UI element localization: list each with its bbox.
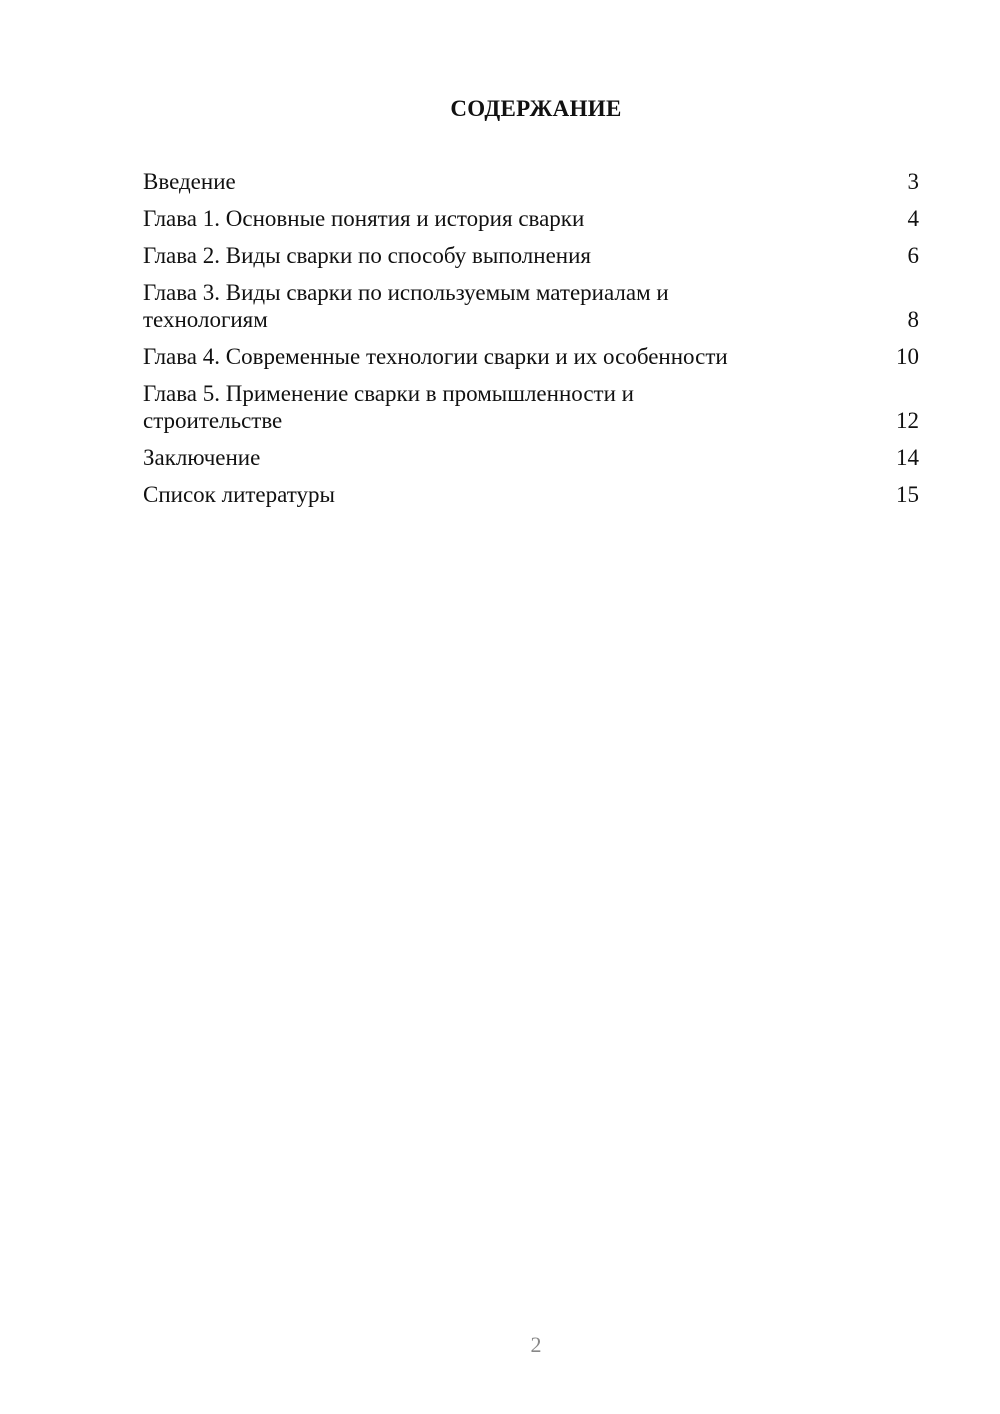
toc-entry-page: 10 <box>896 344 919 369</box>
toc-entry-references[interactable] <box>143 481 919 508</box>
toc-entry-label: Список литературы <box>143 482 335 507</box>
toc-entry-label: Глава 3. Виды сварки по используемым материалам и технологиям <box>143 280 669 332</box>
toc-entry-page: 12 <box>896 408 919 433</box>
toc-entry-chapter-5[interactable] <box>143 380 919 434</box>
toc-entry-conclusion[interactable] <box>143 444 919 471</box>
toc-entry-label: Глава 4. Современные технологии сварки и их особенности <box>143 344 728 369</box>
toc-entry-page: 3 <box>907 169 919 194</box>
table-of-contents <box>143 168 919 518</box>
toc-entry-label: Заключение <box>143 445 261 470</box>
toc-entry-introduction[interactable] <box>143 168 919 195</box>
toc-entry-chapter-4[interactable] <box>143 343 919 370</box>
toc-entry-label: Глава 1. Основные понятия и история сварки <box>143 206 585 231</box>
toc-entry-chapter-1[interactable] <box>143 205 919 232</box>
page-number: 2 <box>530 1332 542 1357</box>
toc-entry-chapter-3[interactable] <box>143 279 919 333</box>
toc-entry-page: 15 <box>896 482 919 507</box>
page-title: СОДЕРЖАНИЕ <box>450 96 622 121</box>
toc-entry-label: Глава 2. Виды сварки по способу выполнения <box>143 243 591 268</box>
toc-entry-page: 14 <box>896 445 919 470</box>
toc-entry-chapter-2[interactable] <box>143 242 919 269</box>
toc-entry-page: 6 <box>907 243 919 268</box>
toc-entry-label: Введение <box>143 169 236 194</box>
toc-entry-label: Глава 5. Применение сварки в промышленности и строительстве <box>143 381 634 433</box>
toc-entry-page: 8 <box>907 307 919 332</box>
toc-entry-page: 4 <box>907 206 919 231</box>
